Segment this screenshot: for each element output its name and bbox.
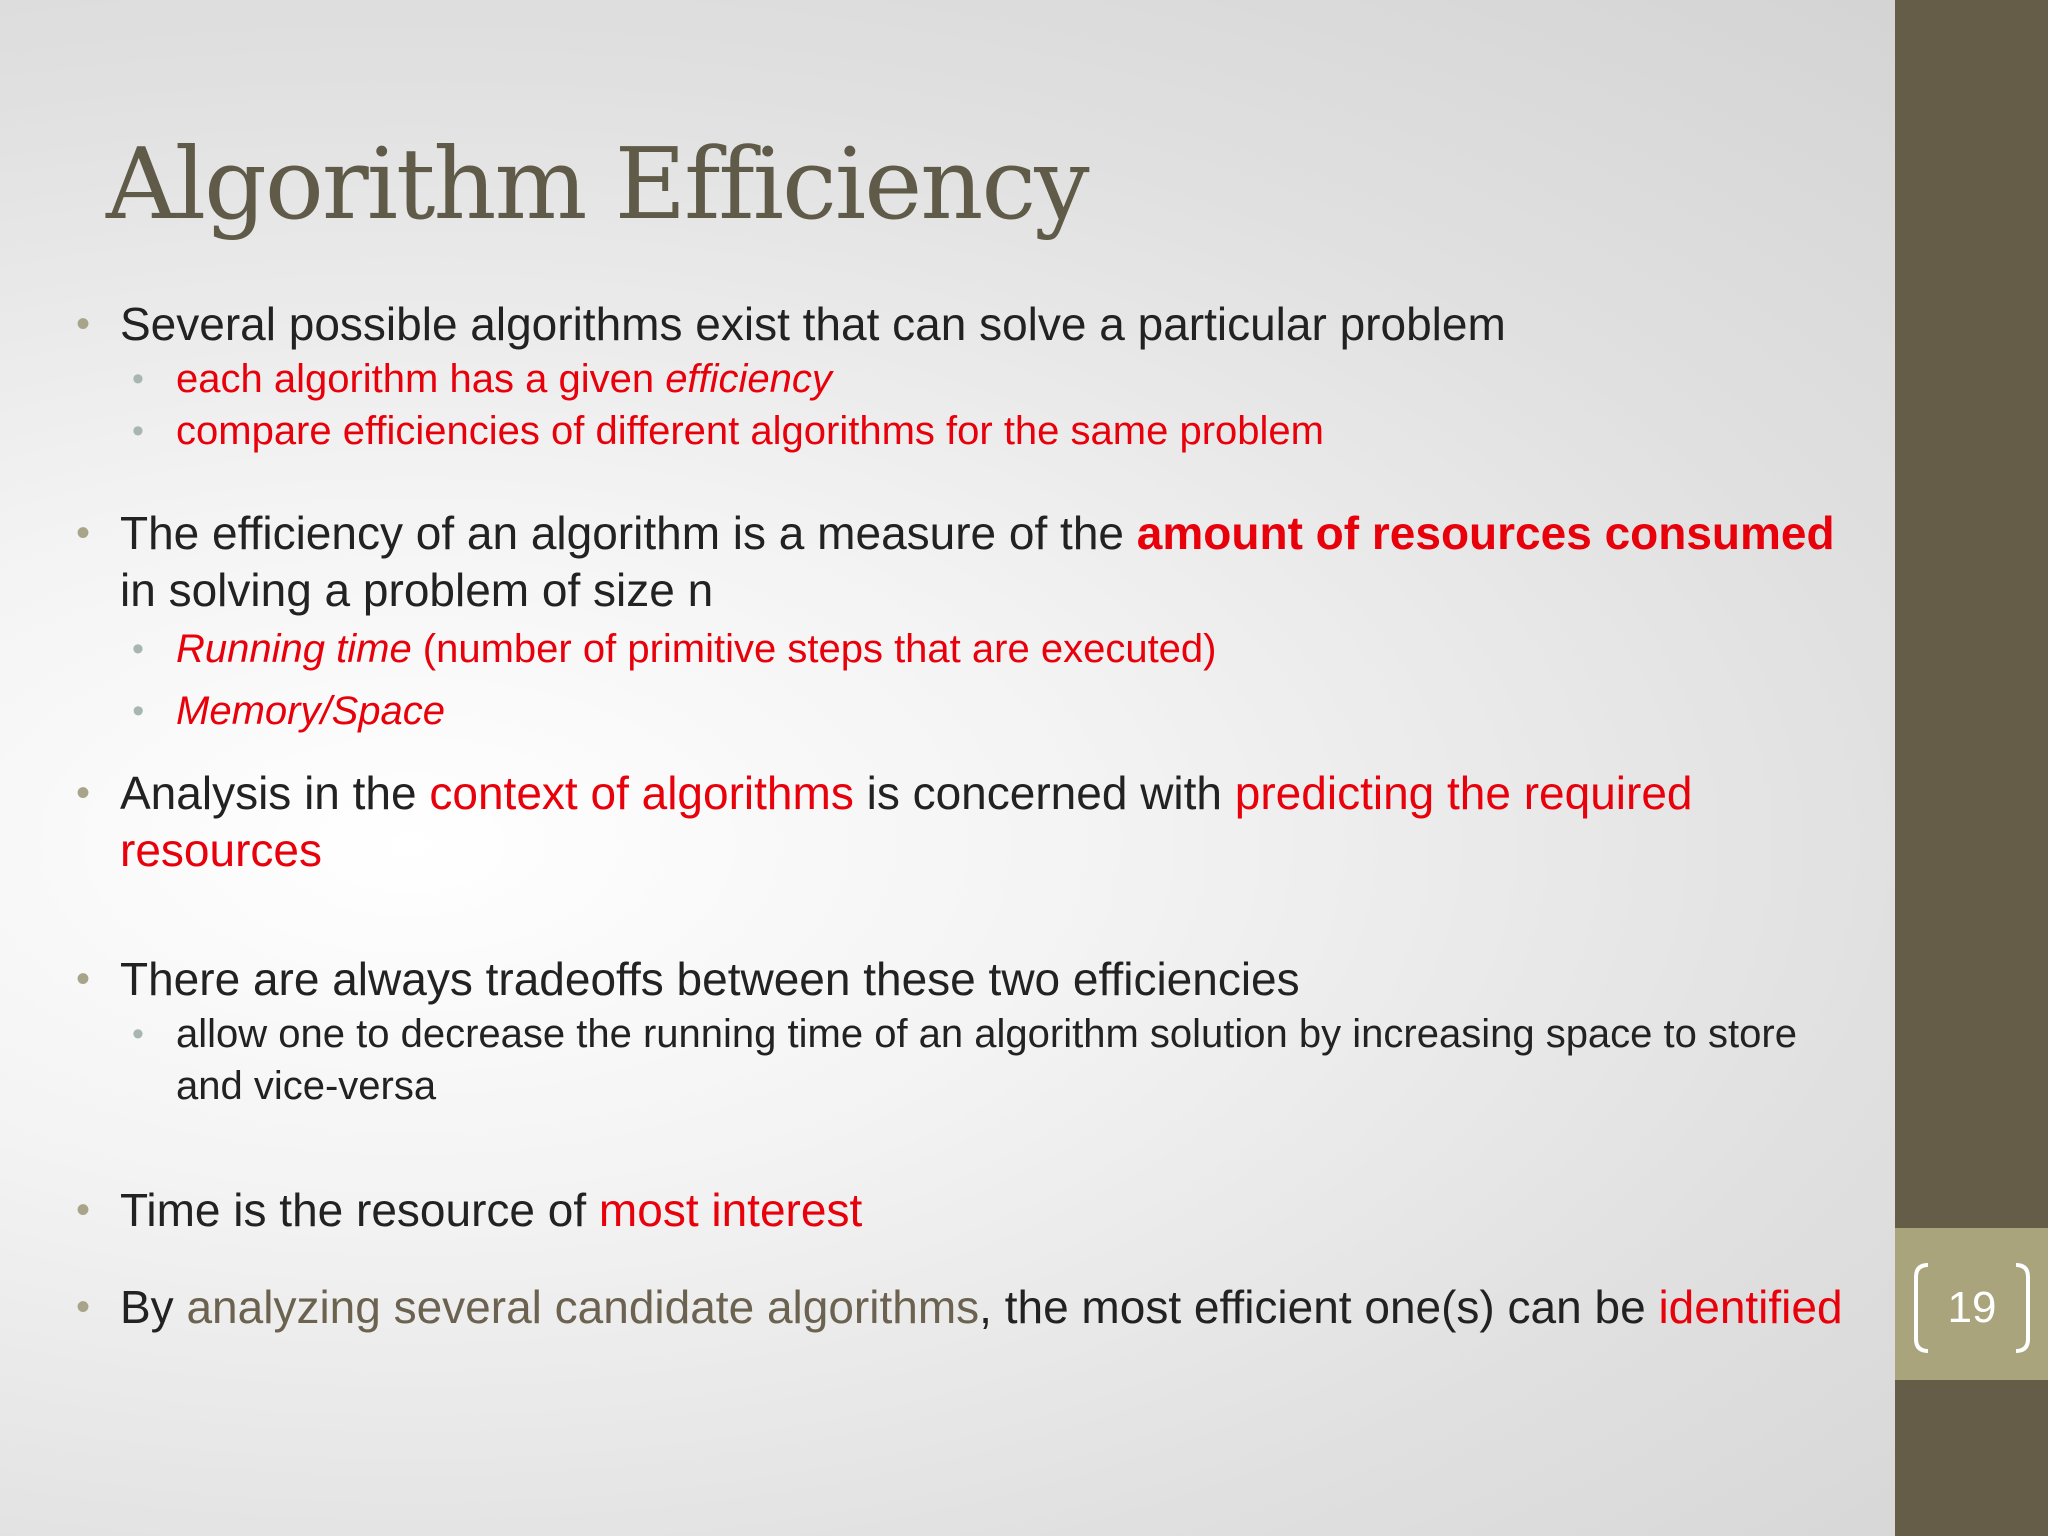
- slide-title: Algorithm Efficiency: [106, 128, 1088, 242]
- bullet-time-resource: [76, 1182, 1856, 1239]
- bullet-list: [76, 296, 1856, 1336]
- bullet-several-algorithms: [76, 296, 1856, 353]
- bullet-efficiency-measure: [76, 505, 1856, 619]
- sub-bullet-text: Memory/Space: [176, 689, 445, 733]
- predicting-highlight: predicting the required resources: [120, 767, 1693, 876]
- sub-bullet-text: each algorithm has a given: [176, 357, 666, 401]
- bullet-analyzing-candidates: [76, 1279, 1856, 1336]
- sub-bullet-given-efficiency: [76, 353, 1856, 405]
- bullet-text-mid: , the most efficient one(s) can be: [979, 1281, 1659, 1333]
- efficiency-italic: efficiency: [665, 357, 832, 401]
- bullet-text: The efficiency of an algorithm is a measure of the: [120, 507, 1137, 559]
- sub-bullet-text: allow one to decrease the running time of an algorithm solution by increasing space to store and vice-versa: [176, 1012, 1797, 1108]
- sub-bullet-compare-efficiencies: [76, 405, 1856, 457]
- candidate-algorithms-highlight: analyzing several candidate algorithms: [186, 1281, 980, 1333]
- slide-number: 19: [1947, 1283, 1997, 1332]
- bullet-text: There are always tradeoffs between these two efficiencies: [120, 953, 1300, 1005]
- identified-highlight: identified: [1658, 1281, 1843, 1333]
- bullet-text-mid: is concerned with: [853, 767, 1235, 819]
- sub-bullet-time-space-tradeoff: [76, 1008, 1856, 1112]
- sub-bullet-memory-space: [76, 685, 1856, 737]
- sub-bullet-running-time: [76, 623, 1856, 675]
- bullet-text: By: [120, 1281, 187, 1333]
- bullet-analysis-context: [76, 765, 1856, 879]
- bullet-text: Several possible algorithms exist that can solve a particular problem: [120, 298, 1506, 350]
- resources-consumed-highlight: amount of resources consumed: [1136, 507, 1835, 559]
- bullet-text: Analysis in the: [120, 767, 430, 819]
- bullet-tradeoffs: [76, 951, 1856, 1008]
- most-interest-highlight: most interest: [598, 1184, 863, 1236]
- sub-bullet-text: (number of primitive steps that are executed): [411, 627, 1217, 671]
- sub-bullet-text: compare efficiencies of different algorithms for the same problem: [176, 409, 1324, 453]
- running-time-italic: Running time: [176, 627, 412, 671]
- bullet-text-end: in solving a problem of size n: [120, 564, 714, 616]
- bullet-text: Time is the resource of: [120, 1184, 599, 1236]
- context-highlight: context of algorithms: [429, 767, 854, 819]
